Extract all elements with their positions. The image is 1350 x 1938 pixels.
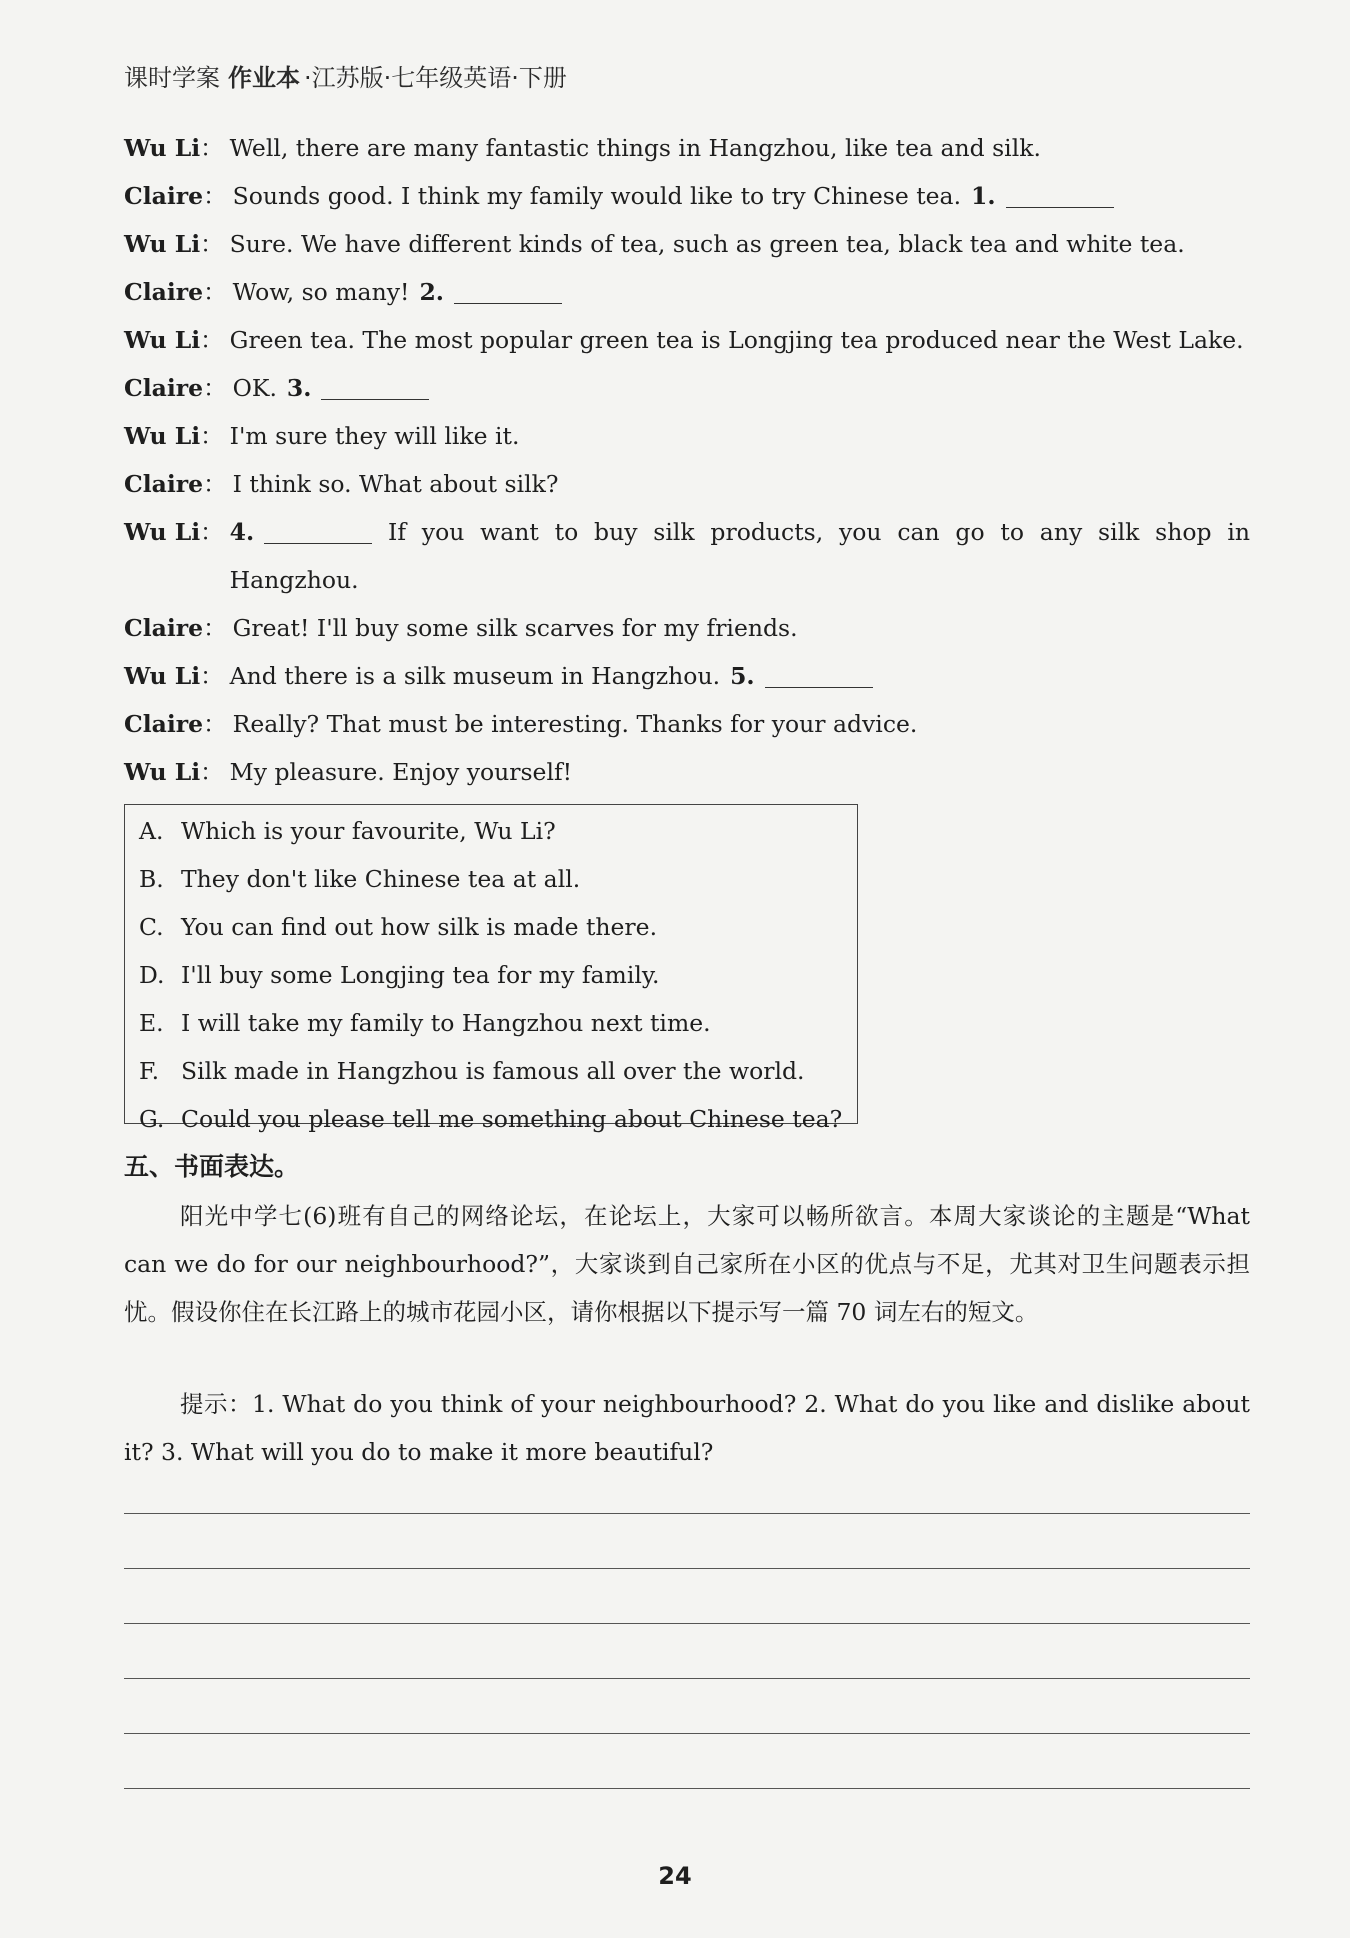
speaker-name: Claire [124, 374, 204, 402]
writing-line[interactable] [124, 1568, 1250, 1569]
dialogue-text: OK. [232, 374, 277, 402]
speaker-name: Claire [124, 182, 204, 210]
blank-number: 4. [229, 518, 255, 546]
option-letter: F. [139, 1057, 160, 1085]
option-item [139, 855, 857, 903]
option-item [139, 1047, 857, 1095]
speaker-name: Wu Li [124, 326, 201, 354]
option-letter: E. [139, 1009, 164, 1037]
dialogue-text: Sure. We have different kinds of tea, such as green tea, black tea and white tea. [229, 230, 1185, 258]
option-item [139, 951, 857, 999]
dialogue-text: Sounds good. I think my family would like to try Chinese tea. [232, 182, 962, 210]
dialogue-line: Wu Li ： My pleasure. Enjoy yourself! [124, 748, 1250, 796]
writing-hints: 提示：1. What do you think of your neighbourhood? 2. What do you like and dislike about it? 3. What will you do to make it more beautiful? [124, 1390, 1250, 1466]
writing-line[interactable] [124, 1678, 1250, 1679]
blank-number: 5. [730, 662, 755, 690]
option-letter: B. [139, 865, 164, 893]
speaker-name: Claire [124, 278, 204, 306]
option-letter: G. [139, 1105, 165, 1133]
answer-blank[interactable] [1006, 184, 1114, 209]
speaker-name: Wu Li [124, 662, 201, 690]
dialogue-line: Claire ： Great! I'll buy some silk scarves for my friends. [124, 604, 1250, 652]
option-item [139, 999, 857, 1047]
writing-line[interactable] [124, 1623, 1250, 1624]
option-letter: A. [139, 817, 164, 845]
page-number: 24 [658, 1862, 692, 1890]
speaker-name: Claire [124, 710, 204, 738]
dialogue-line: Wu Li ： Sure. We have different kinds of tea, such as green tea, black tea and white tea. [124, 220, 1250, 268]
dialogue-text: I think so. What about silk? [232, 470, 559, 498]
dialogue-text: My pleasure. Enjoy yourself! [229, 758, 573, 786]
writing-line[interactable] [124, 1513, 1250, 1514]
speaker-name: Wu Li [124, 422, 201, 450]
dialogue-text: I'm sure they will like it. [229, 422, 520, 450]
option-text: Could you please tell me something about Chinese tea? [181, 1105, 843, 1133]
answer-blank[interactable] [454, 280, 562, 305]
dialogue-line: Claire ： OK. 3. [124, 364, 1250, 412]
dialogue-line: Wu Li ： Green tea. The most popular green tea is Longjing tea produced near the West Lake. [124, 316, 1250, 364]
dialogue-line: Wu Li ： And there is a silk museum in Hangzhou. 5. [124, 652, 1250, 700]
header-book: 作业本 [228, 64, 300, 92]
dialogue-text: Great! I'll buy some silk scarves for my friends. [232, 614, 798, 642]
option-text: Silk made in Hangzhou is famous all over the world. [181, 1057, 805, 1085]
blank-number: 3. [286, 374, 312, 402]
option-item [139, 807, 857, 855]
answer-blank[interactable] [765, 664, 873, 689]
dialogue-text: Wow, so many! [232, 278, 410, 306]
speaker-name: Wu Li [124, 518, 201, 546]
header-series: 课时学案 [124, 64, 220, 92]
answer-blank[interactable] [321, 376, 429, 401]
speaker-name: Claire [124, 470, 204, 498]
blank-number: 1. [971, 182, 996, 210]
dialogue-line: Claire ： Really? That must be interesting. Thanks for your advice. [124, 700, 1250, 748]
dialogue-text: Well, there are many fantastic things in Hangzhou, like tea and silk. [229, 134, 1041, 162]
writing-prompt: 阳光中学七(6)班有自己的网络论坛，在论坛上，大家可以畅所欲言。本周大家谈论的主题是“What can we do for our neighbourhood?”，大家谈到自己家所在小区的优点与不足，尤其对卫生问题表示担忧。假设你住在长江路上的城市花园小区，请你根据以下提示写一篇 70 词左右的短文。 [124, 1202, 1250, 1326]
option-text: You can find out how silk is made there. [181, 913, 658, 941]
writing-line[interactable] [124, 1733, 1250, 1734]
speaker-name: Claire [124, 614, 204, 642]
dialogue-text: Really? That must be interesting. Thanks for your advice. [232, 710, 918, 738]
speaker-name: Wu Li [124, 230, 201, 258]
option-letter: D. [139, 961, 165, 989]
speaker-name: Wu Li [124, 758, 201, 786]
option-item [139, 903, 857, 951]
option-text: They don't like Chinese tea at all. [181, 865, 581, 893]
section-title: 五、书面表达。 [124, 1152, 300, 1181]
dialogue-text: Green tea. The most popular green tea is Longjing tea produced near the West Lake. [229, 326, 1244, 354]
dialogue-line: Wu Li ： 4. If you want to buy silk products, you can go to any silk shop in Hangzhou. [124, 508, 1250, 604]
header-subtitle: ·江苏版·七年级英语·下册 [304, 64, 567, 92]
page-header [124, 58, 567, 93]
writing-line[interactable] [124, 1788, 1250, 1789]
option-letter: C. [139, 913, 164, 941]
options-box [124, 804, 858, 1133]
dialogue-line: Claire ： Wow, so many! 2. [124, 268, 1250, 316]
dialogue-line: Claire ： Sounds good. I think my family would like to try Chinese tea. 1. [124, 172, 1250, 220]
option-item [139, 1095, 857, 1143]
answer-blank[interactable] [264, 520, 372, 545]
option-text: Which is your favourite, Wu Li? [181, 817, 556, 845]
dialogue [124, 124, 1250, 796]
speaker-name: Wu Li [124, 134, 201, 162]
dialogue-line: Wu Li ： I'm sure they will like it. [124, 412, 1250, 460]
option-text: I'll buy some Longjing tea for my family. [181, 961, 660, 989]
dialogue-line: Claire ： I think so. What about silk? [124, 460, 1250, 508]
dialogue-text: And there is a silk museum in Hangzhou. [229, 662, 721, 690]
blank-number: 2. [419, 278, 444, 306]
dialogue-line: Wu Li ： Well, there are many fantastic things in Hangzhou, like tea and silk. [124, 124, 1250, 172]
dialogue-text: If you want to buy silk products, you can go to any silk shop in Hangzhou. [229, 518, 1250, 594]
option-text: I will take my family to Hangzhou next time. [181, 1009, 711, 1037]
